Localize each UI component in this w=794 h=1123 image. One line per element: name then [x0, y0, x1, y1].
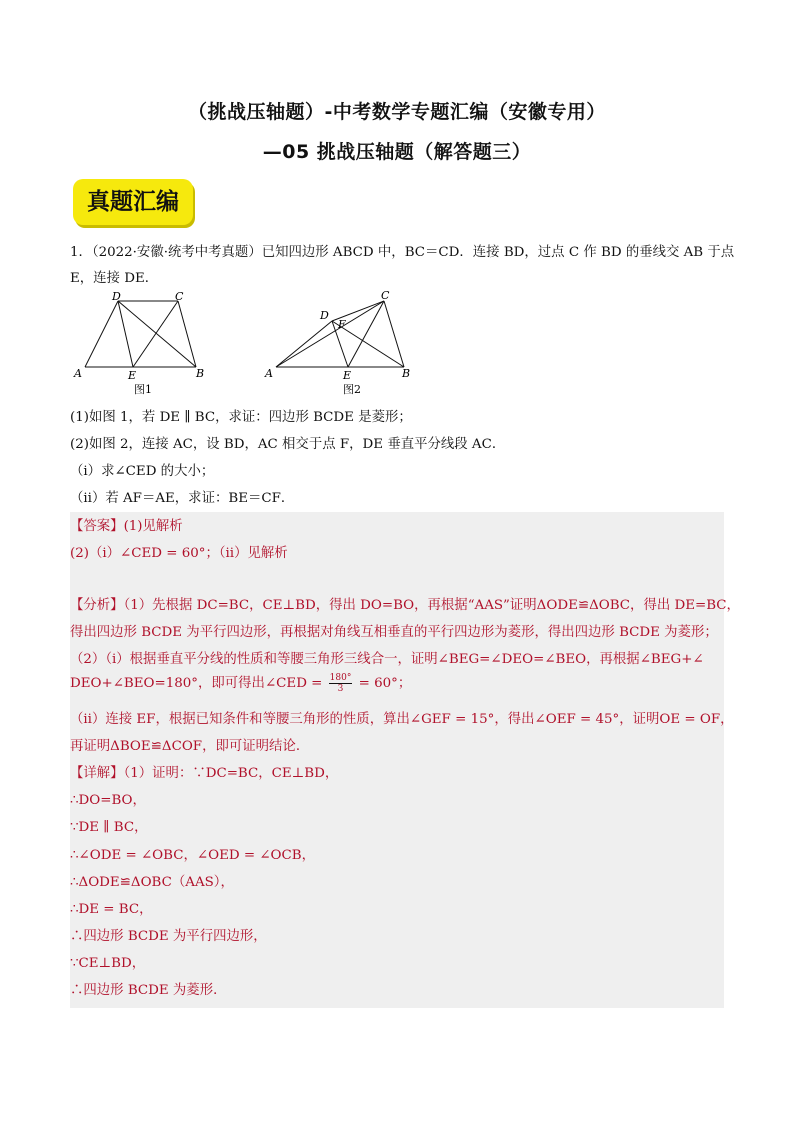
fig2-label-a: A [265, 367, 273, 380]
analysis-tag: 【分析】 [70, 598, 124, 613]
fig2-label-e: E [343, 369, 352, 382]
detail-step: ∴四边形 BCDE 为平行四边形， [70, 929, 267, 944]
fig1-caption: 图1 [134, 383, 152, 396]
analysis-line-6: 再证明ΔBOE≌ΔCOF，即可证明结论． [70, 739, 310, 754]
fig2-label-c: C [381, 289, 390, 302]
fig2-label-f: F [338, 318, 346, 331]
title-line-1: （挑战压轴题）-中考数学专题汇编（安徽专用） [188, 101, 606, 123]
fraction-numerator: 180° [329, 673, 352, 683]
section-badge: 真题汇编 [73, 179, 193, 225]
fig2-label-b: B [402, 367, 411, 380]
analysis-line-3: （2）（ⅰ）根据垂直平分线的性质和等腰三角形三线合一，证明∠BEG=∠DEO=∠BEO，再根据∠BEG+∠ [70, 652, 704, 667]
detail-step: ∴DO=BO， [70, 793, 146, 808]
detail-step: ∵DE ∥ BC， [70, 820, 148, 835]
answer-line-1 [70, 515, 183, 534]
detail-step: ∵CE⊥BD， [70, 956, 146, 971]
title-line-2: —05 挑战压轴题（解答题三） [262, 141, 532, 163]
detail-line-1 [70, 762, 338, 781]
fig1-label-a: A [74, 367, 82, 380]
problem-part-2: (2)如图 2，连接 AC，设 BD，AC 相交于点 F，DE 垂直平分线段 AC． [70, 437, 506, 452]
detail-step: ∴ΔODE≌ΔOBC（AAS）， [70, 875, 234, 890]
detail-text-1: （1）证明：∵DC=BC，CE⊥BD， [123, 766, 339, 781]
analysis-line-4-post: = 60°； [358, 676, 412, 691]
answer-tag: 【答案】 [70, 519, 124, 534]
analysis-line-1 [70, 594, 740, 613]
fig2-caption: 图2 [343, 383, 361, 396]
problem-part-2-ii: （ⅱ）若 AF＝AE，求证：BE＝CF． [70, 491, 295, 506]
analysis-text-1: （1）先根据 DC=BC，CE⊥BD，得出 DO=BO，再根据“AAS”证明ΔODE≌ΔOBC，得出 DE=BC， [123, 598, 740, 613]
analysis-line-4-pre: DEO+∠BEO=180°，即可得出∠CED = [70, 676, 323, 691]
fig2-label-d: D [320, 309, 329, 322]
figure-1 [70, 287, 220, 397]
detail-step: ∴四边形 BCDE 为菱形． [70, 983, 227, 998]
fraction-denominator: 3 [337, 684, 344, 694]
problem-part-1: (1)如图 1，若 DE ∥ BC，求证：四边形 BCDE 是菱形； [70, 410, 412, 425]
figure-2 [262, 287, 422, 397]
detail-step: ∴∠ODE = ∠OBC，∠OED = ∠OCB， [70, 848, 316, 863]
answer-part-1: (1)见解析 [123, 519, 183, 534]
fig1-label-b: B [196, 367, 205, 380]
problem-line-1: 1．（2022·安徽·统考中考真题）已知四边形 ABCD 中，BC＝CD．连接 BD，过点 C 作 BD 的垂线交 AB 于点 [70, 245, 735, 260]
detail-step: ∴DE = BC， [70, 902, 153, 917]
problem-line-2: E，连接 DE． [70, 271, 159, 286]
analysis-line-5: （ⅱ）连接 EF，根据已知条件和等腰三角形的性质，算出∠GEF = 15°，得出∠OEF = 45°，证明OE = OF， [70, 712, 734, 727]
problem-part-2-i: （ⅰ）求∠CED 的大小； [70, 464, 215, 479]
fig1-label-e: E [128, 369, 137, 382]
fig1-label-d: D [112, 290, 121, 303]
analysis-line-2: 得出四边形 BCDE 为平行四边形，再根据对角线互相垂直的平行四边形为菱形，得出四边形 BCDE 为菱形； [70, 625, 718, 640]
analysis-line-4 [70, 672, 411, 694]
fraction [329, 673, 353, 694]
fig1-label-c: C [175, 290, 184, 303]
detail-tag: 【详解】 [70, 766, 124, 781]
answer-line-2: (2)（ⅰ）∠CED = 60°；（ⅱ）见解析 [70, 546, 288, 561]
